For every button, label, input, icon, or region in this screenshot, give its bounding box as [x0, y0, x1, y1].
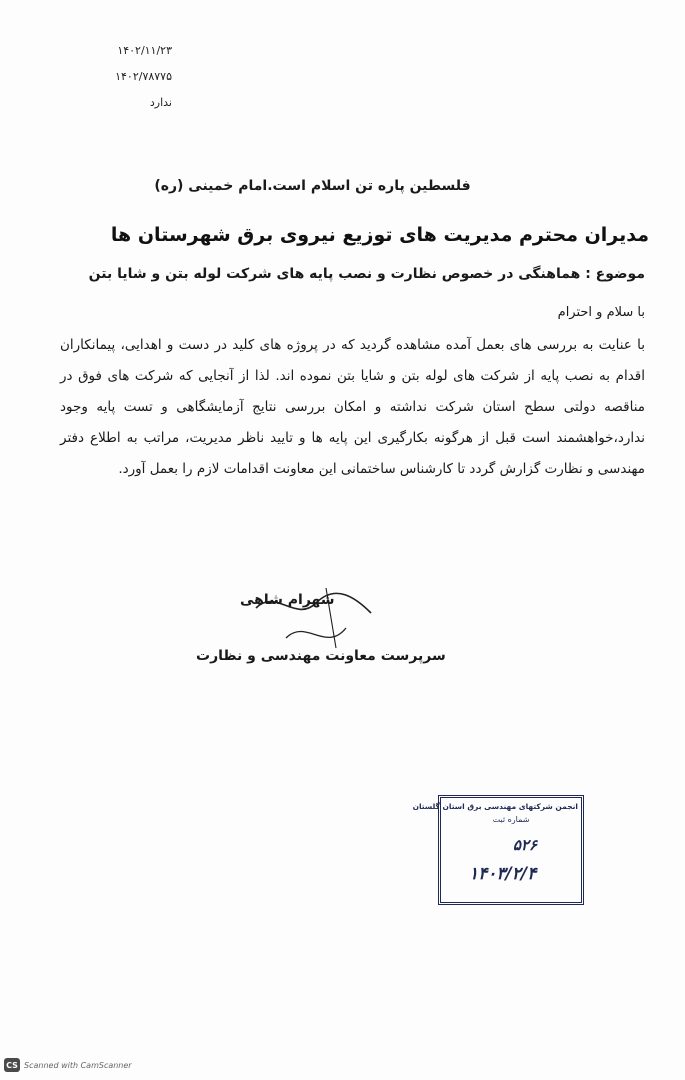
body-paragraph: با عنایت به بررسی های بعمل آمده مشاهده گردید که در پروژه های کلید در دست و اهدایی، پیمانکاران اقدام به نصب پایه از شرکت های لوله بتن و شایا بتن نموده اند. لذا از آنجایی که شرکت های فوق در مناقصه دولتی سطح استان شرکت نداشته و امکان بررسی نتایج آزمایشگاهی و تست پایه وجود ندارد،خواهشمند است قبل از هرگونه بکارگیری این پایه ها و تایید ناظر مدیریت، مراتب به اطلاع دفتر مهندسی و نظارت گزارش گردد تا کارشناس ساختمانی این معاونت اقدامات لازم را بعمل آورد. [60, 337, 645, 477]
letter-recipient: مدیران محترم مدیریت های توزیع نیروی برق شهرستان ها [110, 224, 649, 246]
letter-slogan: فلسطین پاره تن اسلام است.امام خمینی (ره) [154, 178, 471, 194]
stamp-label: شماره ثبت [492, 815, 530, 824]
signer-title: سرپرست معاونت مهندسی و نظارت [196, 648, 446, 664]
scanner-watermark-text: Scanned with CamScanner [24, 1060, 132, 1070]
letter-attachment: ندارد [149, 96, 172, 109]
camscanner-logo-icon: CS [4, 1058, 20, 1072]
stamp-number: ۵۲۶ [512, 836, 537, 854]
letter-meta [62, 38, 172, 116]
letter-subject: موضوع : هماهنگی در خصوص نظارت و نصب پایه های شرکت لوله بتن و شایا بتن [88, 266, 645, 282]
stamp-organization: انجمن شرکتهای مهندسی برق استان گلستان [412, 802, 578, 811]
scanner-watermark [4, 1058, 132, 1072]
registration-stamp [412, 795, 584, 905]
letter-date: ۱۴۰۲/۱۱/۲۳ [117, 44, 172, 57]
letter-body [60, 330, 645, 485]
stamp-date: ۱۴۰۳/۲/۴ [469, 864, 537, 884]
letter-greeting: با سلام و احترام [557, 305, 645, 320]
letter-number: ۱۴۰۲/۷۸۷۷۵ [115, 70, 172, 83]
signer-name: شهرام شاهی [240, 592, 335, 608]
